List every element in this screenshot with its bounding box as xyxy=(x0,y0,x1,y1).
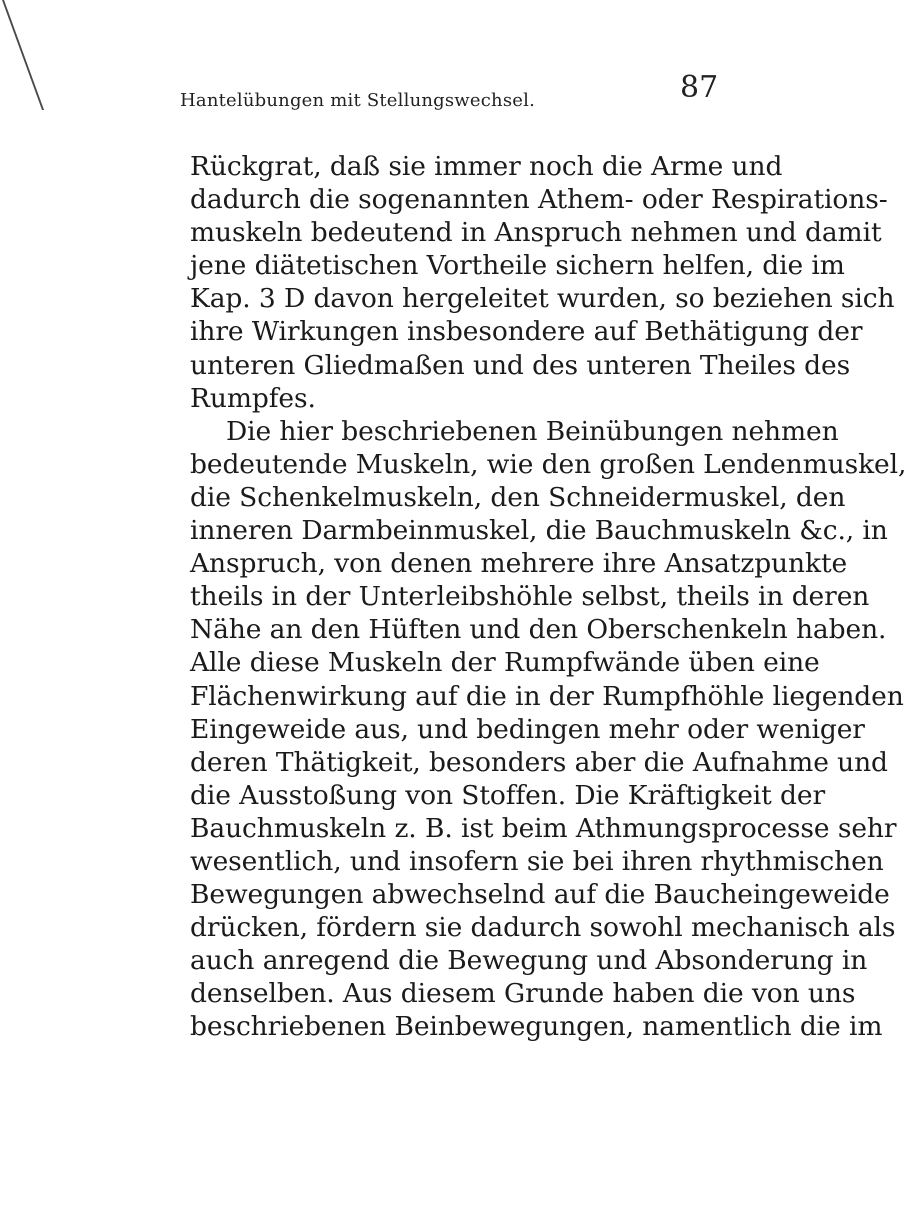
text-line: ihre Wirkungen insbesondere auf Bethätigung der xyxy=(190,316,863,348)
text-line: dadurch die sogenannten Athem- oder Respirations- xyxy=(190,184,888,216)
text-line: jene diätetischen Vortheile sichern helfen, die im xyxy=(190,250,845,282)
text-line: theils in der Unterleibshöhle selbst, theils in deren xyxy=(190,581,870,613)
text-line: Anspruch, von denen mehrere ihre Ansatzpunkte xyxy=(190,548,848,580)
text-line: muskeln bedeutend in Anspruch nehmen und damit xyxy=(190,217,882,249)
text-line: inneren Darmbeinmuskel, die Bauchmuskeln &c., in xyxy=(190,515,888,547)
text-line: unteren Gliedmaßen und des unteren Theiles des xyxy=(190,349,851,381)
text-line: Nähe an den Hüften und den Oberschenkeln haben. xyxy=(190,614,887,646)
text-line: denselben. Aus diesem Grunde haben die von uns xyxy=(190,978,856,1010)
page-header xyxy=(180,62,740,112)
text-line: auch anregend die Bewegung und Absonderung in xyxy=(190,945,868,977)
text-line: Kap. 3 D davon hergeleitet wurden, so beziehen sich xyxy=(190,283,895,315)
text-line: Rumpfes. xyxy=(190,382,316,414)
page-edge-line xyxy=(2,0,88,110)
running-head: Hantelübungen mit Stellungswechsel. xyxy=(180,90,536,111)
text-line: Bewegungen abwechselnd auf die Baucheingeweide xyxy=(190,879,890,911)
text-line: Flächenwirkung auf die in der Rumpfhöhle liegenden xyxy=(190,680,904,712)
paragraph-start-line: Die hier beschriebenen Beinübungen nehmen xyxy=(226,415,839,447)
text-line: deren Thätigkeit, besonders aber die Aufnahme und xyxy=(190,746,888,778)
text-line: Alle diese Muskeln der Rumpfwände üben eine xyxy=(190,647,820,679)
text-line: Rückgrat, daß sie immer noch die Arme und xyxy=(190,151,783,182)
page-number: 87 xyxy=(680,70,719,105)
text-line: die Ausstoßung von Stoffen. Die Kräftigkeit der xyxy=(190,779,826,811)
text-line: beschriebenen Beinbewegungen, namentlich die im xyxy=(190,1011,883,1043)
text-line: die Schenkelmuskeln, den Schneidermuskel, den xyxy=(190,481,846,513)
text-line: wesentlich, und insofern sie bei ihren rhythmischen xyxy=(190,845,884,877)
text-line: drücken, fördern sie dadurch sowohl mechanisch als xyxy=(190,912,896,944)
text-line: Bauchmuskeln z. B. ist beim Athmungsprocesse sehr xyxy=(190,812,897,844)
body-text xyxy=(190,150,906,1044)
text-line: Eingeweide aus, und bedingen mehr oder weniger xyxy=(190,713,865,745)
text-line: bedeutende Muskeln, wie den großen Lendenmuskel, xyxy=(190,448,906,480)
